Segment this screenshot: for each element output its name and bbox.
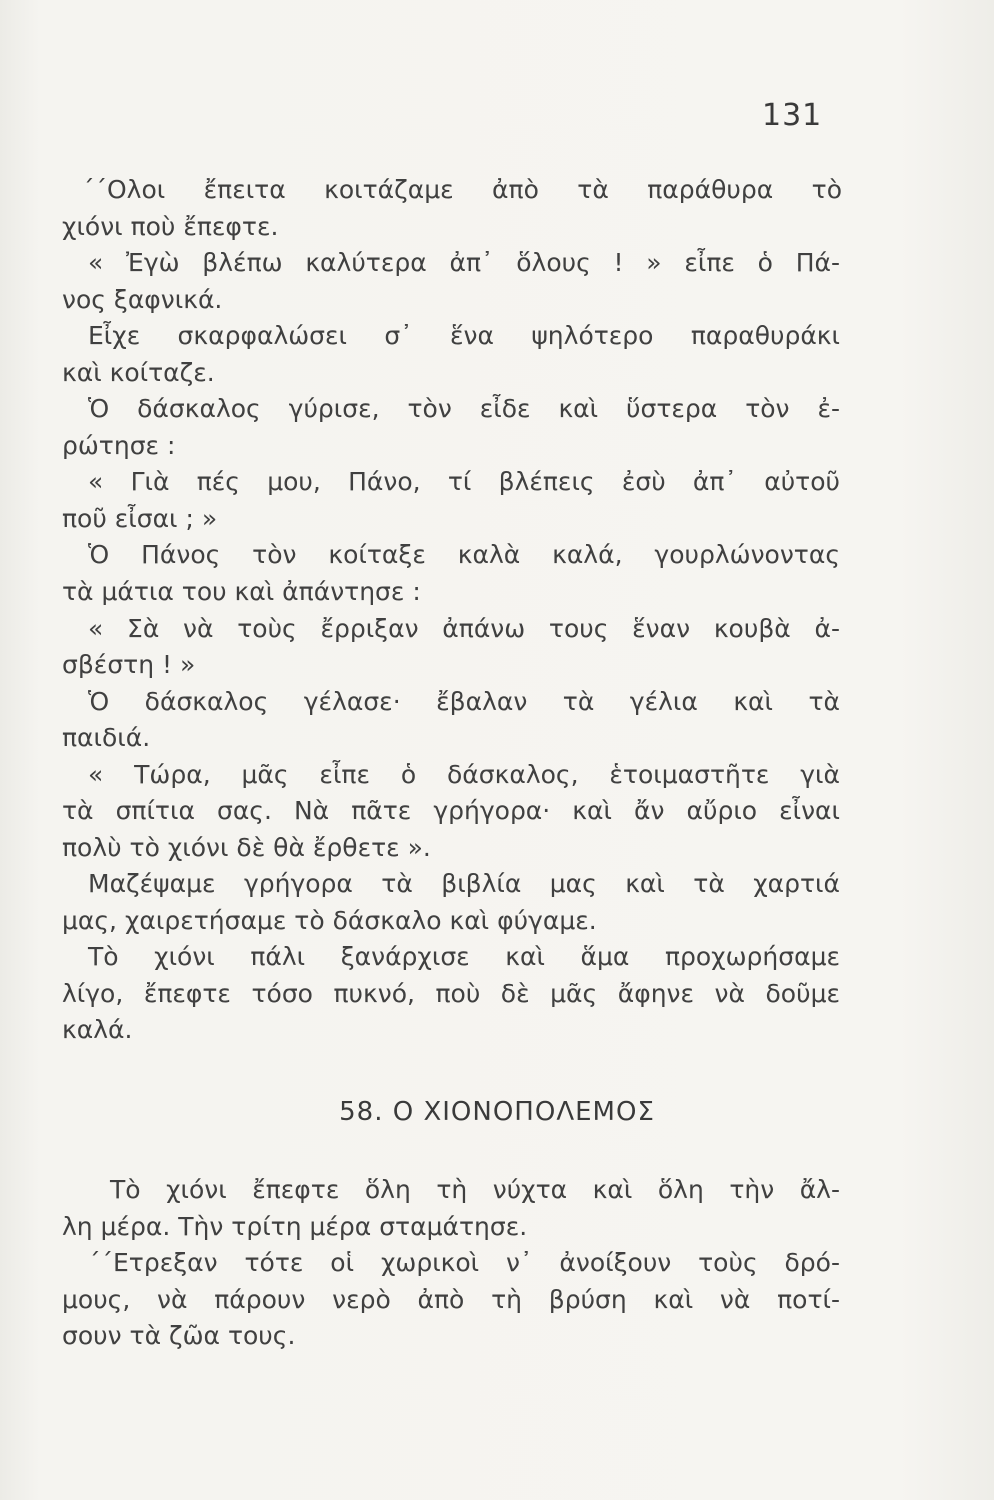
text-line: χιόνι ποὺ ἔπεφτε. [62,211,279,241]
text-line: ποῦ εἶσαι ; » [62,503,218,533]
text-line: « Γιὰ πές μου, Πάνο, τί βλέπεις ἐσὺ ἀπ᾽ αὐτοῦ [88,467,840,497]
text-line: Μαζέψαμε γρήγορα τὰ βιβλία μας καὶ τὰ χαρτιά [88,869,840,899]
text-line: « Ἐγὼ βλέπω καλύτερα ἀπ᾽ ὅλους ! » εἶπε ὁ Πά- [88,248,840,278]
section-heading: 58. Ο ΧΙΟΝΟΠΟΛΕΜΟΣ [339,1097,655,1127]
text-line: ΄΄Ολοι ἔπειτα κοιτάζαμε ἀπὸ τὰ παράθυρα τὸ [82,175,842,204]
text-line: λη μέρα. Τὴν τρίτη μέρα σταμάτησε. [62,1211,528,1241]
text-line: Ὁ δάσκαλος γέλασε· ἔβαλαν τὰ γέλια καὶ τὰ [88,686,840,716]
text-line: Τὸ χιόνι πάλι ξανάρχισε καὶ ἅμα προχωρήσαμε [88,942,840,972]
text-line: πολὺ τὸ χιόνι δὲ θὰ ἔρθετε ». [62,832,431,862]
text-line: νος ξαφνικά. [62,284,223,314]
text-line: Εἶχε σκαρφαλώσει σ᾽ ἕνα ψηλότερο παραθυράκι [88,321,840,351]
text-line: καὶ κοίταζε. [62,357,215,387]
text-line: παιδιά. [62,723,151,753]
text-line: τὰ μάτια του καὶ ἀπάντησε : [62,576,421,606]
text-line: μας, χαιρετήσαμε τὸ δάσκαλο καὶ φύγαμε. [62,905,597,935]
text-line: μους, νὰ πάρουν νερὸ ἀπὸ τὴ βρύση καὶ νὰ ποτί- [62,1284,840,1314]
text-line: Ὁ Πάνος τὸν κοίταξε καλὰ καλά, γουρλώνοντας [88,540,840,570]
text-line: καλά. [62,1015,133,1045]
text-line: σβέστη ! » [62,650,196,680]
text-line: λίγο, ἔπεφτε τόσο πυκνό, ποὺ δὲ μᾶς ἄφηνε νὰ δοῦμε [62,978,840,1008]
text-line: « Τώρα, μᾶς εἶπε ὁ δάσκαλος, ἑτοιμαστῆτε γιὰ [88,759,840,789]
text-line: σουν τὰ ζῶα τους. [62,1321,296,1351]
page-number: 131 [762,98,823,133]
text-line: « Σὰ νὰ τοὺς ἔρριξαν ἀπάνω τους ἕναν κουβὰ ἀ- [88,613,840,643]
text-line: Ὁ δάσκαλος γύρισε, τὸν εἶδε καὶ ὕστερα τὸν ἐ- [88,394,840,424]
text-line: ρώτησε : [62,430,176,460]
text-line: ΄΄Ετρεξαν τότε οἱ χωρικοὶ ν᾽ ἀνοίξουν τοὺς δρό- [88,1248,840,1278]
text-line: Τὸ χιόνι ἔπεφτε ὅλη τὴ νύχτα καὶ ὅλη τὴν ἄλ- [110,1175,840,1204]
text-line: τὰ σπίτια σας. Νὰ πᾶτε γρήγορα· καὶ ἄν αὔριο εἶναι [62,796,840,826]
